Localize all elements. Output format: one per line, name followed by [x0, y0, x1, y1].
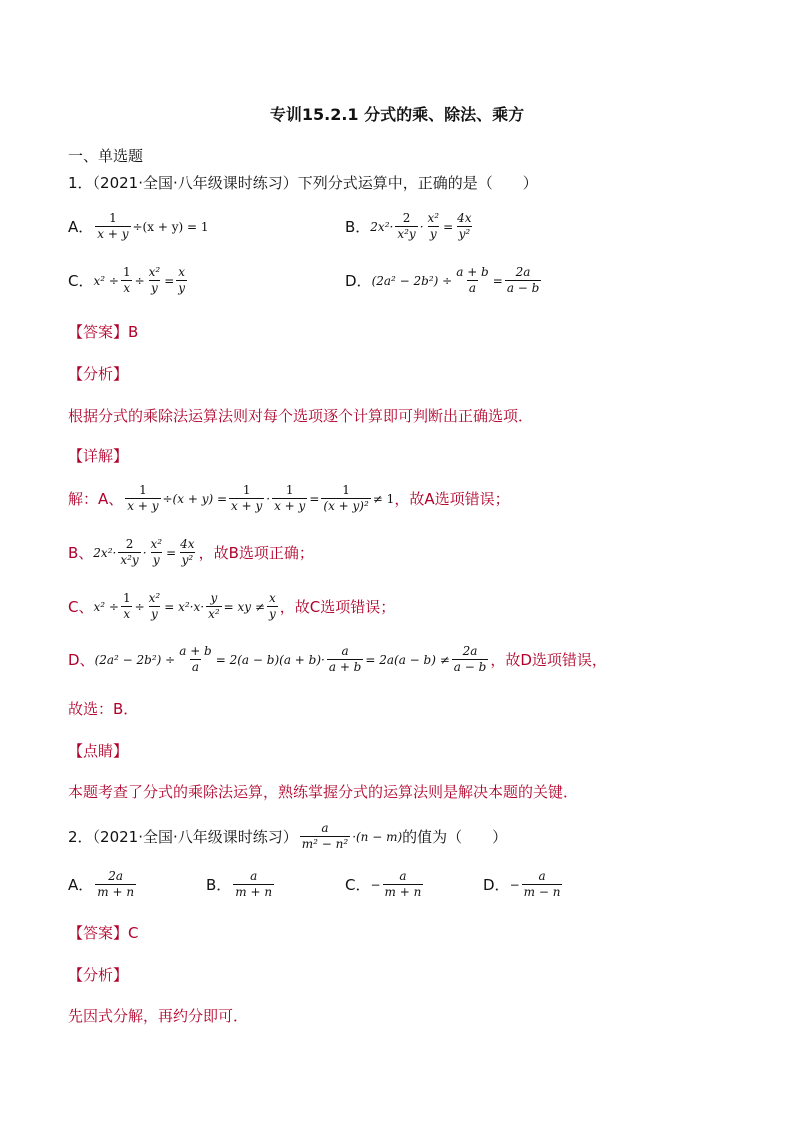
q2-answer: 【答案】C [68, 924, 139, 942]
option-a-formula: $\frac{1}{x + y}$ ÷(x + y) = 1 [97, 211, 209, 241]
detail-b-formula: 2x²· $\frac{2}{\text{x²y}}$ · $\frac{\text{x²}}{y}$ = $\frac{4x}{\text{y²}}$ [93, 537, 195, 567]
option-letter: C． [345, 876, 371, 894]
q1-option-c[interactable] [68, 266, 189, 295]
q1-detail-c [68, 592, 395, 621]
option-letter: C． [68, 272, 94, 290]
detail-a-formula: $\frac{1}{x + y}$ ÷(x + y) = $\frac{1}{x + y}$ · $\frac{1}{x + y}$ = $\frac{1}{\text{(x + y)²}}$ ≠ 1 [127, 483, 395, 513]
option-letter: B． [345, 218, 371, 236]
detail-suffix: ，故A选项错误； [394, 490, 510, 508]
option-letter: A． [68, 218, 94, 236]
question-1-stem: 1．（2021·全国·八年级课时练习）下列分式运算中，正确的是（ ） [68, 174, 538, 192]
q2-option-d-formula: − $\frac{a}{m - n}$ [509, 869, 561, 899]
q1-analysis-text: 根据分式的乘除法运算法则对每个选项逐个计算即可判断出正确选项． [68, 407, 534, 425]
detail-prefix: D、 [68, 651, 95, 669]
q2-analysis-text: 先因式分解，再约分即可． [68, 1007, 249, 1025]
q1-option-a[interactable] [68, 212, 208, 241]
detail-suffix: ，故B选项正确； [198, 544, 314, 562]
option-d-formula: (2a² − 2b²) ÷ $\frac{a + b}{a}$ = $\frac{2a}{a - b}$ [371, 265, 540, 295]
option-letter: D． [345, 272, 372, 290]
detail-prefix: 解：A、 [68, 490, 124, 508]
q1-option-b[interactable] [345, 212, 476, 241]
option-letter: A． [68, 876, 94, 894]
q1-comment-text: 本题考查了分式的乘除法运算，熟练掌握分式的运算法则是解决本题的关键． [68, 783, 579, 801]
q1-analysis-label: 【分析】 [68, 365, 129, 383]
q1-detail-b [68, 538, 314, 567]
option-c-formula: x² ÷ $\frac{1}{x}$ ÷ $\frac{\text{x²}}{y}$ = $\frac{x}{y}$ [93, 265, 186, 295]
stem-prefix: 2．（2021·全国·八年级课时练习） [68, 828, 298, 846]
q2-option-b[interactable] [206, 870, 276, 899]
stem-suffix: 的值为（ ） [402, 828, 508, 846]
section-heading: 一、单选题 [68, 147, 144, 165]
q1-detail-d [68, 645, 607, 674]
q2-option-b-formula: $\frac{a}{m + n}$ [235, 869, 273, 899]
q2-option-a-formula: $\frac{2a}{m + n}$ [97, 869, 135, 899]
option-b-formula: 2x²· $\frac{2}{\text{x²y}}$ · $\frac{\text{x²}}{y}$ = $\frac{4x}{\text{y²}}$ [370, 211, 472, 241]
q2-option-c[interactable] [345, 870, 425, 899]
q2-option-c-formula: − $\frac{a}{m + n}$ [370, 869, 422, 899]
detail-suffix: ，故C选项错误； [279, 598, 396, 616]
q2-option-d[interactable] [483, 870, 564, 899]
q2-option-a[interactable] [68, 870, 138, 899]
detail-d-formula: (2a² − 2b²) ÷ $\frac{a + b}{a}$ = 2(a − b)(a + b)· $\frac{a}{a + b}$ = 2a(a − b) ≠ $\frac{2a}{a - b}$ [94, 644, 487, 674]
q1-comment-label: 【点睛】 [68, 742, 129, 760]
option-letter: B． [206, 876, 232, 894]
q2-analysis-label: 【分析】 [68, 966, 129, 984]
detail-prefix: C、 [68, 598, 94, 616]
q1-detail-a [68, 484, 510, 513]
detail-suffix: ，故D选项错误， [490, 651, 607, 669]
q1-answer: 【答案】B [68, 323, 139, 341]
q1-detail-label: 【详解】 [68, 447, 129, 465]
detail-c-formula: x² ÷ $\frac{1}{x}$ ÷ $\frac{\text{x²}}{y}$ = x²·x· $\frac{y}{\text{x²}}$ = xy ≠ $\frac{x}{y}$ [93, 591, 276, 621]
q2-stem-formula: $\frac{a}{\text{m² − n²}}$ ·(n − m) [301, 821, 403, 851]
q1-option-d[interactable] [345, 266, 543, 295]
question-2-stem [68, 822, 507, 851]
option-letter: D． [483, 876, 510, 894]
q1-choose: 故选：B． [68, 700, 139, 718]
page-title: 专训15.2.1 分式的乘、除法、乘方 [269, 105, 525, 124]
detail-prefix: B、 [68, 544, 94, 562]
